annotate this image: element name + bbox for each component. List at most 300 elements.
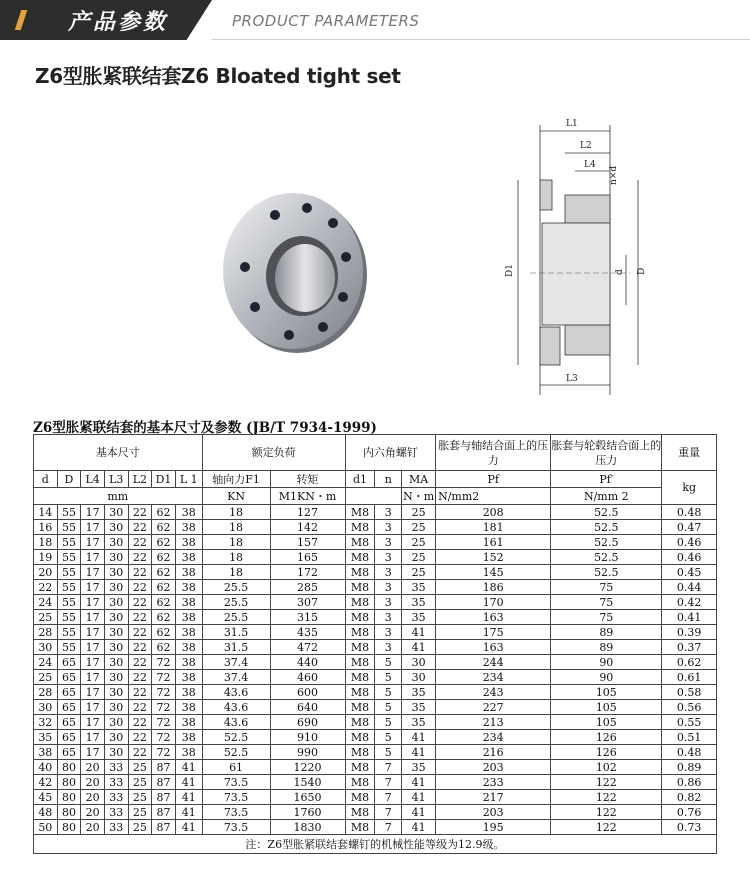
table-cell: 62 [152, 595, 176, 610]
table-cell: 38 [175, 565, 202, 580]
table-cell: 22 [128, 700, 152, 715]
header-hub-pressure: 胀套与轮毂结合面上的压力 [551, 435, 662, 471]
table-cell: 30 [104, 730, 128, 745]
table-cell: 38 [175, 655, 202, 670]
table-unit-row [34, 488, 717, 505]
table-cell: 62 [152, 625, 176, 640]
col-d1-size: D1 [152, 471, 176, 488]
table-cell: 43.6 [202, 715, 270, 730]
table-cell: 0.51 [662, 730, 717, 745]
table-cell: 127 [270, 505, 345, 520]
table-cell: 65 [57, 700, 81, 715]
table-cell: 17 [81, 730, 105, 745]
table-cell: 55 [57, 505, 81, 520]
unit-ma: N・m [403, 489, 435, 503]
table-cell: 234 [436, 730, 551, 745]
table-cell: 52.5 [551, 520, 662, 535]
table-cell: 65 [57, 670, 81, 685]
table-cell: 216 [436, 745, 551, 760]
table-cell: 30 [104, 535, 128, 550]
table-cell: 17 [81, 580, 105, 595]
table-cell: 41 [402, 730, 436, 745]
table-cell: 1830 [270, 820, 345, 835]
table-cell: 30 [104, 655, 128, 670]
table-cell: 0.42 [662, 595, 717, 610]
table-cell: 62 [152, 580, 176, 595]
table-cell: 25 [34, 610, 58, 625]
table-cell: 142 [270, 520, 345, 535]
table-cell: 41 [402, 820, 436, 835]
table-cell: 3 [375, 580, 402, 595]
table-cell: 38 [175, 670, 202, 685]
col-pf2: Pf′ [551, 471, 662, 488]
table-cell: 62 [152, 505, 176, 520]
table-cell: 42 [34, 775, 58, 790]
table-cell: 38 [175, 595, 202, 610]
table-cell: 435 [270, 625, 345, 640]
table-cell: 0.41 [662, 610, 717, 625]
table-cell: 25 [128, 775, 152, 790]
table-cell: 25 [128, 820, 152, 835]
table-cell: 41 [402, 640, 436, 655]
table-cell: 22 [128, 745, 152, 760]
table-cell: 37.4 [202, 655, 270, 670]
table-cell: 35 [402, 760, 436, 775]
table-cell: 38 [175, 685, 202, 700]
table-cell: 41 [175, 790, 202, 805]
table-cell: 17 [81, 550, 105, 565]
table-cell: M8 [345, 820, 375, 835]
table-cell: 122 [551, 820, 662, 835]
table-cell: 1760 [270, 805, 345, 820]
table-cell: 38 [175, 535, 202, 550]
table-cell: M8 [345, 775, 375, 790]
table-cell: 62 [152, 535, 176, 550]
table-cell: 30 [104, 505, 128, 520]
table-cell: 55 [57, 625, 81, 640]
table-cell: 87 [152, 790, 176, 805]
table-cell: 243 [436, 685, 551, 700]
unit-pf: N/mm2 [436, 488, 551, 505]
table-cell: 0.39 [662, 625, 717, 640]
table-cell: 55 [57, 640, 81, 655]
table-cell: 3 [375, 550, 402, 565]
table-cell: 72 [152, 685, 176, 700]
table-cell: 62 [152, 610, 176, 625]
table-cell: 30 [104, 610, 128, 625]
table-cell: 18 [202, 550, 270, 565]
table-cell: 22 [128, 595, 152, 610]
table-cell: 75 [551, 595, 662, 610]
table-cell: 25 [128, 760, 152, 775]
table-cell: 227 [436, 700, 551, 715]
header-banner [0, 0, 750, 40]
table-row [34, 550, 717, 565]
col-l1: L 1 [175, 471, 202, 488]
table-cell: M8 [345, 505, 375, 520]
table-cell: 5 [375, 715, 402, 730]
table-cell: 30 [34, 640, 58, 655]
table-cell: 38 [175, 520, 202, 535]
table-cell: 208 [436, 505, 551, 520]
unit-kg: kg [662, 471, 717, 505]
table-cell: 38 [175, 700, 202, 715]
table-cell: 315 [270, 610, 345, 625]
table-cell: 0.46 [662, 535, 717, 550]
table-cell: 30 [402, 655, 436, 670]
table-cell: M8 [345, 550, 375, 565]
table-cell: 105 [551, 715, 662, 730]
drawing-label-l3: L3 [566, 374, 578, 384]
banner-subtitle: PRODUCT PARAMETERS [232, 12, 420, 30]
table-cell: 1220 [270, 760, 345, 775]
table-cell: 22 [128, 565, 152, 580]
table-cell: 0.48 [662, 745, 717, 760]
table-cell: 33 [104, 775, 128, 790]
table-cell: 472 [270, 640, 345, 655]
table-cell: 55 [57, 610, 81, 625]
table-cell: 73.5 [202, 790, 270, 805]
section-drawing [490, 115, 665, 410]
drawing-label-l4: L4 [584, 160, 596, 170]
table-cell: 52.5 [551, 505, 662, 520]
table-cell: 163 [436, 640, 551, 655]
table-cell: 3 [375, 520, 402, 535]
table-cell: 75 [551, 610, 662, 625]
table-cell: 126 [551, 730, 662, 745]
table-cell: 3 [375, 595, 402, 610]
table-cell: 440 [270, 655, 345, 670]
table-cell: 3 [375, 535, 402, 550]
header-hex-screw: 内六角螺钉 [345, 435, 436, 471]
table-cell: 87 [152, 760, 176, 775]
table-cell: 0.56 [662, 700, 717, 715]
table-cell: 37.4 [202, 670, 270, 685]
table-row [34, 685, 717, 700]
table-cell: M8 [345, 700, 375, 715]
table-cell: 65 [57, 655, 81, 670]
header-shaft-pressure: 胀套与轴结合面上的压力 [436, 435, 551, 471]
table-cell: 87 [152, 775, 176, 790]
table-cell: M8 [345, 760, 375, 775]
table-row [34, 595, 717, 610]
table-cell: 3 [375, 640, 402, 655]
table-cell: 910 [270, 730, 345, 745]
table-cell: 41 [402, 625, 436, 640]
table-cell: 22 [128, 580, 152, 595]
table-cell: 244 [436, 655, 551, 670]
table-cell: 18 [202, 520, 270, 535]
table-cell: 35 [402, 685, 436, 700]
table-cell: M8 [345, 610, 375, 625]
table-cell: 28 [34, 625, 58, 640]
table-cell: M8 [345, 640, 375, 655]
table-cell: 234 [436, 670, 551, 685]
table-cell: M8 [345, 565, 375, 580]
col-axial-force: 轴向力F1 [202, 471, 270, 488]
table-row [34, 655, 717, 670]
table-cell: 5 [375, 730, 402, 745]
table-cell: 1650 [270, 790, 345, 805]
table-cell: 175 [436, 625, 551, 640]
table-cell: 17 [81, 520, 105, 535]
table-cell: 35 [402, 580, 436, 595]
table-cell: 30 [104, 625, 128, 640]
unit-blank [345, 488, 402, 505]
col-big-d: D [57, 471, 81, 488]
table-cell: 38 [175, 730, 202, 745]
table-cell: 38 [175, 715, 202, 730]
table-note: 注：Z6型胀紧联结套螺钉的机械性能等级为12.9级。 [34, 835, 717, 854]
table-cell: 161 [436, 535, 551, 550]
banner-title: 产品参数 [68, 10, 169, 35]
table-cell: 0.37 [662, 640, 717, 655]
table-cell: M8 [345, 625, 375, 640]
table-cell: M8 [345, 685, 375, 700]
table-cell: 52.5 [202, 730, 270, 745]
table-cell: 3 [375, 505, 402, 520]
table-cell: 17 [81, 625, 105, 640]
table-cell: 30 [104, 745, 128, 760]
drawing-label-d: d [615, 269, 625, 275]
table-cell: 285 [270, 580, 345, 595]
table-cell: 73.5 [202, 775, 270, 790]
table-cell: 25.5 [202, 610, 270, 625]
table-cell: 22 [128, 730, 152, 745]
table-cell: 80 [57, 775, 81, 790]
table-row [34, 670, 717, 685]
table-cell: 22 [128, 715, 152, 730]
table-cell: 72 [152, 655, 176, 670]
table-row [34, 535, 717, 550]
table-cell: 30 [104, 670, 128, 685]
table-row [34, 520, 717, 535]
table-cell: 5 [375, 700, 402, 715]
table-cell: 145 [436, 565, 551, 580]
table-cell: 0.86 [662, 775, 717, 790]
table-cell: 7 [375, 760, 402, 775]
table-cell: 5 [375, 670, 402, 685]
table-cell: 41 [175, 805, 202, 820]
col-screw-d1: d1 [345, 471, 375, 488]
table-group-header-row [34, 435, 717, 471]
table-cell: 20 [81, 790, 105, 805]
table-cell: 30 [104, 595, 128, 610]
table-cell: 163 [436, 610, 551, 625]
table-cell: 62 [152, 565, 176, 580]
table-cell: 30 [104, 580, 128, 595]
table-cell: 25.5 [202, 595, 270, 610]
table-cell: 41 [402, 775, 436, 790]
table-cell: 17 [81, 745, 105, 760]
table-cell: 20 [81, 805, 105, 820]
table-cell: 22 [128, 535, 152, 550]
table-cell: 25.5 [202, 580, 270, 595]
table-cell: 20 [81, 760, 105, 775]
table-row [34, 805, 717, 820]
table-cell: 24 [34, 595, 58, 610]
table-caption: Z6型胀紧联结套的基本尺寸及参数 (JB/T 7934-1999) [33, 420, 377, 436]
table-cell: M8 [345, 535, 375, 550]
table-cell: 25 [402, 520, 436, 535]
table-row [34, 625, 717, 640]
table-cell: 18 [202, 535, 270, 550]
table-cell: 41 [175, 760, 202, 775]
spec-table [33, 434, 717, 854]
table-cell: 102 [551, 760, 662, 775]
table-cell: 45 [34, 790, 58, 805]
table-cell: 17 [81, 700, 105, 715]
table-cell: 20 [34, 565, 58, 580]
table-cell: 28 [34, 685, 58, 700]
table-cell: 73.5 [202, 820, 270, 835]
table-cell: 172 [270, 565, 345, 580]
table-cell: 30 [104, 550, 128, 565]
banner-rule [212, 39, 750, 40]
table-cell: 80 [57, 760, 81, 775]
table-cell: 87 [152, 820, 176, 835]
table-row [34, 610, 717, 625]
table-cell: 33 [104, 805, 128, 820]
table-cell: 38 [175, 625, 202, 640]
table-cell: 65 [57, 730, 81, 745]
table-cell: 7 [375, 820, 402, 835]
table-cell: 41 [402, 805, 436, 820]
table-cell: 61 [202, 760, 270, 775]
table-cell: 17 [81, 565, 105, 580]
table-cell: 55 [57, 535, 81, 550]
table-cell: 17 [81, 685, 105, 700]
table-cell: 0.45 [662, 565, 717, 580]
table-cell: 30 [104, 520, 128, 535]
table-row [34, 790, 717, 805]
table-cell: 65 [57, 715, 81, 730]
table-cell: 3 [375, 565, 402, 580]
table-cell: 22 [128, 685, 152, 700]
table-cell: 7 [375, 790, 402, 805]
table-cell: 0.62 [662, 655, 717, 670]
table-cell: 80 [57, 790, 81, 805]
table-cell: 41 [175, 775, 202, 790]
table-cell: 72 [152, 670, 176, 685]
table-cell: 55 [57, 565, 81, 580]
table-cell: 87 [152, 805, 176, 820]
table-cell: 22 [34, 580, 58, 595]
table-cell: 22 [128, 670, 152, 685]
table-note-row [34, 835, 717, 854]
table-cell: 22 [128, 505, 152, 520]
drawing-label-nd: n×d [609, 165, 619, 185]
table-cell: 22 [128, 520, 152, 535]
table-row [34, 820, 717, 835]
unit-torque: M1KN・m [270, 488, 345, 505]
unit-kn: KN [202, 488, 270, 505]
table-cell: 0.82 [662, 790, 717, 805]
table-cell: 22 [128, 610, 152, 625]
table-cell: 38 [34, 745, 58, 760]
table-cell: 126 [551, 745, 662, 760]
table-row [34, 700, 717, 715]
table-cell: 65 [57, 745, 81, 760]
table-cell: 7 [375, 805, 402, 820]
table-row [34, 640, 717, 655]
table-cell: M8 [345, 715, 375, 730]
table-cell: 186 [436, 580, 551, 595]
header-basic-size: 基本尺寸 [34, 435, 203, 471]
table-row [34, 775, 717, 790]
table-cell: 181 [436, 520, 551, 535]
table-cell: 38 [175, 505, 202, 520]
table-row [34, 730, 717, 745]
table-cell: 0.55 [662, 715, 717, 730]
table-cell: 25 [402, 535, 436, 550]
table-row [34, 580, 717, 595]
table-cell: 25 [402, 565, 436, 580]
table-cell: 80 [57, 820, 81, 835]
unit-pf2: N/mm 2 [551, 488, 662, 505]
table-cell: 35 [402, 715, 436, 730]
table-cell: M8 [345, 655, 375, 670]
table-cell: 73.5 [202, 805, 270, 820]
table-cell: 22 [128, 550, 152, 565]
table-cell: 16 [34, 520, 58, 535]
table-cell: 72 [152, 730, 176, 745]
table-cell: 640 [270, 700, 345, 715]
table-cell: 25 [128, 790, 152, 805]
table-cell: 0.76 [662, 805, 717, 820]
table-cell: 33 [104, 790, 128, 805]
table-cell: 33 [104, 760, 128, 775]
table-cell: 55 [57, 550, 81, 565]
table-row [34, 715, 717, 730]
table-cell: 203 [436, 805, 551, 820]
table-cell: 5 [375, 745, 402, 760]
table-cell: 22 [128, 655, 152, 670]
table-cell: 1540 [270, 775, 345, 790]
col-l3: L3 [104, 471, 128, 488]
col-l2: L2 [128, 471, 152, 488]
table-cell: 0.61 [662, 670, 717, 685]
table-cell: 30 [104, 715, 128, 730]
table-cell: 72 [152, 715, 176, 730]
table-cell: 17 [81, 655, 105, 670]
header-weight: 重量 [662, 435, 717, 471]
table-cell: 22 [128, 640, 152, 655]
table-cell: 38 [175, 580, 202, 595]
table-cell: 17 [81, 535, 105, 550]
table-cell: 31.5 [202, 625, 270, 640]
table-cell: 17 [81, 610, 105, 625]
table-cell: 0.89 [662, 760, 717, 775]
col-pf: Pf [436, 471, 551, 488]
table-cell: 40 [34, 760, 58, 775]
table-cell: M8 [345, 730, 375, 745]
table-cell: 19 [34, 550, 58, 565]
table-row [34, 565, 717, 580]
table-cell: 52.5 [551, 550, 662, 565]
drawing-label-big-d: D [637, 267, 647, 275]
table-cell: 65 [57, 685, 81, 700]
table-cell: 38 [175, 610, 202, 625]
table-cell: 460 [270, 670, 345, 685]
table-cell: 18 [34, 535, 58, 550]
table-cell: 24 [34, 655, 58, 670]
table-cell: 17 [81, 715, 105, 730]
col-l4: L4 [81, 471, 105, 488]
table-cell: 0.46 [662, 550, 717, 565]
table-cell: 43.6 [202, 700, 270, 715]
table-cell: M8 [345, 580, 375, 595]
